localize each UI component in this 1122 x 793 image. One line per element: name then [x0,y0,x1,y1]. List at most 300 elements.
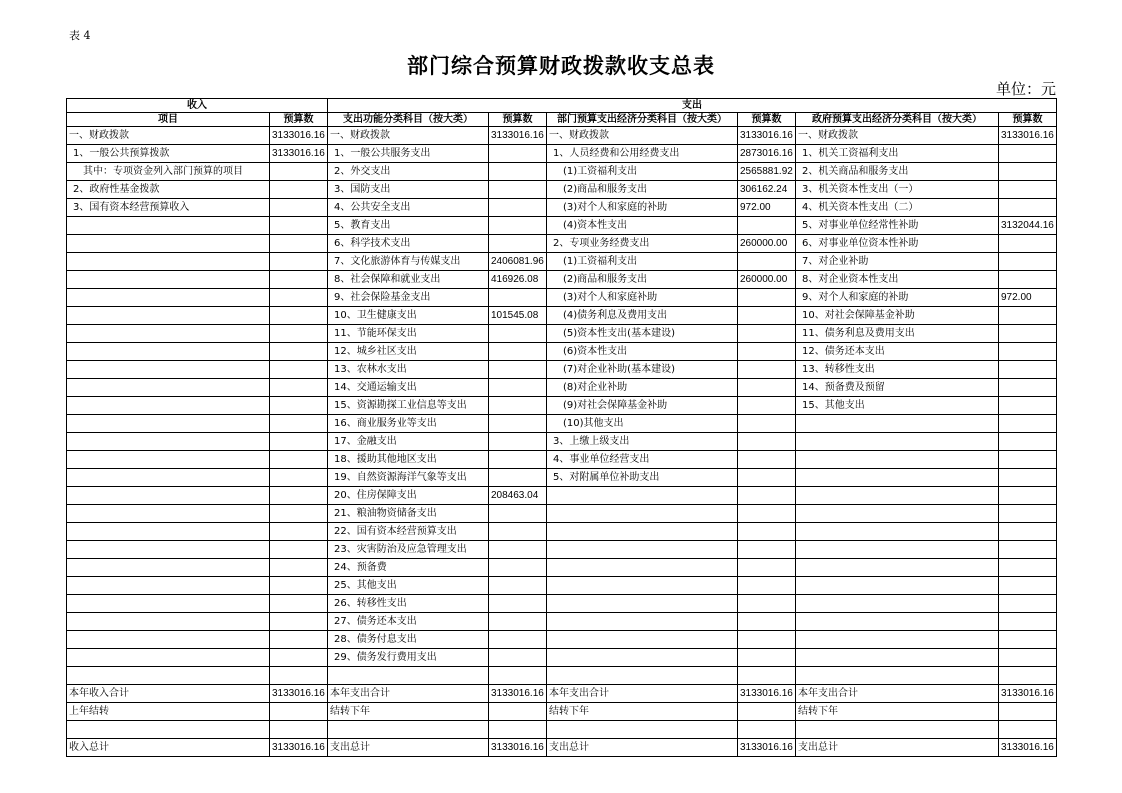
item-cell: 9、社会保险基金支出 [328,289,489,307]
amount-cell [999,595,1057,613]
item-cell: 8、社会保障和就业支出 [328,271,489,289]
amount-cell [999,199,1057,217]
table-row [67,307,1057,325]
amount-cell [489,415,547,433]
item-cell: (5)资本性支出(基本建设) [547,325,738,343]
item-cell [67,505,270,523]
amount-cell [489,199,547,217]
table-row [67,649,1057,667]
item-cell [796,505,999,523]
amount-cell [738,577,796,595]
table-row [67,559,1057,577]
item-cell [796,613,999,631]
item-cell [796,487,999,505]
amount-cell: 2565881.92 [738,163,796,181]
item-cell: 3、上缴上级支出 [547,433,738,451]
amount-cell [999,613,1057,631]
table-row [67,415,1057,433]
amount-cell: 3133016.16 [489,739,547,757]
amount-cell [999,397,1057,415]
amount-cell [270,307,328,325]
column-header: 部门预算支出经济分类科目（按大类） [547,113,738,127]
expense-group-header: 支出 [328,99,1057,113]
table-row [67,145,1057,163]
item-cell [67,253,270,271]
amount-cell [270,523,328,541]
item-cell [796,577,999,595]
table-row [67,703,1057,721]
item-cell [796,469,999,487]
amount-cell [270,397,328,415]
amount-cell [270,163,328,181]
table-row [67,667,1057,685]
column-header: 政府预算支出经济分类科目（按大类） [796,113,999,127]
item-cell: 7、文化旅游体育与传媒支出 [328,253,489,271]
item-cell [67,577,270,595]
table-row [67,505,1057,523]
amount-cell [270,595,328,613]
item-cell: (8)对企业补助 [547,379,738,397]
item-cell [67,307,270,325]
amount-cell [999,667,1057,685]
amount-cell [489,505,547,523]
amount-cell [999,469,1057,487]
amount-cell [489,613,547,631]
table-row [67,541,1057,559]
amount-cell [489,559,547,577]
amount-cell [999,361,1057,379]
item-cell [67,397,270,415]
item-cell: 其中：专项资金列入部门预算的项目 [67,163,270,181]
amount-cell: 260000.00 [738,271,796,289]
item-cell: 3、国防支出 [328,181,489,199]
item-cell: (4)资本性支出 [547,217,738,235]
amount-cell [489,721,547,739]
budget-table [66,98,1057,757]
amount-cell [999,181,1057,199]
amount-cell [999,541,1057,559]
item-cell: 本年支出合计 [547,685,738,703]
amount-cell [999,703,1057,721]
amount-cell [270,361,328,379]
item-cell: 3、机关资本性支出（一） [796,181,999,199]
item-cell: 29、债务发行费用支出 [328,649,489,667]
amount-cell: 3133016.16 [489,685,547,703]
amount-cell [270,703,328,721]
item-cell [67,343,270,361]
item-cell [67,469,270,487]
item-cell [67,379,270,397]
item-cell: 支出总计 [547,739,738,757]
item-cell: 15、资源勘探工业信息等支出 [328,397,489,415]
item-cell [796,559,999,577]
item-cell [796,595,999,613]
item-cell: (10)其他支出 [547,415,738,433]
table-row [67,433,1057,451]
item-cell: 7、对企业补助 [796,253,999,271]
column-header: 预算数 [489,113,547,127]
amount-cell: 3133016.16 [738,127,796,145]
item-cell: 23、灾害防治及应急管理支出 [328,541,489,559]
item-cell [547,613,738,631]
amount-cell [270,379,328,397]
amount-cell: 972.00 [999,289,1057,307]
table-row [67,487,1057,505]
amount-cell: 3133016.16 [999,127,1057,145]
item-cell [547,541,738,559]
amount-cell [489,523,547,541]
amount-cell [270,649,328,667]
amount-cell [489,217,547,235]
amount-cell [489,343,547,361]
table-row [67,343,1057,361]
item-cell: 14、交通运输支出 [328,379,489,397]
amount-cell [270,181,328,199]
item-cell: 结转下年 [796,703,999,721]
item-cell: 27、债务还本支出 [328,613,489,631]
amount-cell [270,253,328,271]
item-cell: 21、粮油物资储备支出 [328,505,489,523]
amount-cell [489,541,547,559]
amount-cell [270,325,328,343]
amount-cell [270,217,328,235]
item-cell: (2)商品和服务支出 [547,271,738,289]
amount-cell: 3133016.16 [738,685,796,703]
item-cell: 1、机关工资福利支出 [796,145,999,163]
table-row [67,613,1057,631]
amount-cell: 260000.00 [738,235,796,253]
item-cell: 26、转移性支出 [328,595,489,613]
amount-cell [489,379,547,397]
page-title: 部门综合预算财政拨款收支总表 [407,54,715,78]
item-cell: 16、商业服务业等支出 [328,415,489,433]
amount-cell [999,451,1057,469]
amount-cell [270,451,328,469]
item-cell: 上年结转 [67,703,270,721]
amount-cell [999,253,1057,271]
item-cell: 2、外交支出 [328,163,489,181]
amount-cell [489,469,547,487]
amount-cell: 3133016.16 [270,145,328,163]
amount-cell [999,523,1057,541]
item-cell [796,523,999,541]
item-cell: (4)债务利息及费用支出 [547,307,738,325]
amount-cell [738,253,796,271]
table-row [67,379,1057,397]
amount-cell [270,541,328,559]
item-cell [67,451,270,469]
amount-cell [999,379,1057,397]
item-cell [67,235,270,253]
amount-cell [999,649,1057,667]
amount-cell [270,613,328,631]
item-cell [67,595,270,613]
table-row [67,721,1057,739]
amount-cell [489,451,547,469]
item-cell [796,631,999,649]
amount-cell [270,487,328,505]
item-cell [67,721,270,739]
item-cell: 14、预备费及预留 [796,379,999,397]
table-row [67,271,1057,289]
amount-cell [270,577,328,595]
item-cell: (1)工资福利支出 [547,253,738,271]
item-cell: 5、对事业单位经常性补助 [796,217,999,235]
table-row [67,685,1057,703]
amount-cell: 2406081.96 [489,253,547,271]
item-cell [796,451,999,469]
item-cell: 20、住房保障支出 [328,487,489,505]
amount-cell: 3133016.16 [270,685,328,703]
amount-cell [270,631,328,649]
amount-cell [270,469,328,487]
amount-cell [738,613,796,631]
amount-cell [489,145,547,163]
item-cell: 13、农林水支出 [328,361,489,379]
table-row [67,631,1057,649]
item-cell: (1)工资福利支出 [547,163,738,181]
item-cell [547,595,738,613]
amount-cell [999,433,1057,451]
item-cell: 22、国有资本经营预算支出 [328,523,489,541]
item-cell: 1、人员经费和公用经费支出 [547,145,738,163]
item-cell [547,667,738,685]
item-cell: 24、预备费 [328,559,489,577]
amount-cell [738,667,796,685]
column-header: 预算数 [999,113,1057,127]
item-cell [796,649,999,667]
item-cell [547,631,738,649]
amount-cell: 416926.08 [489,271,547,289]
item-cell [328,667,489,685]
item-cell: (3)对个人和家庭补助 [547,289,738,307]
amount-cell [738,469,796,487]
item-cell: 结转下年 [328,703,489,721]
amount-cell [270,343,328,361]
item-cell [67,415,270,433]
group-header-row [67,99,1057,113]
amount-cell [999,325,1057,343]
item-cell [67,433,270,451]
item-cell: 5、教育支出 [328,217,489,235]
amount-cell [738,595,796,613]
item-cell: 4、事业单位经营支出 [547,451,738,469]
table-row [67,739,1057,757]
item-cell: 18、援助其他地区支出 [328,451,489,469]
amount-cell [489,649,547,667]
table-row [67,181,1057,199]
amount-cell [999,559,1057,577]
item-cell: 4、机关资本性支出（二） [796,199,999,217]
item-cell [328,721,489,739]
item-cell [547,559,738,577]
amount-cell [489,433,547,451]
amount-cell [270,559,328,577]
amount-cell [489,631,547,649]
table-row [67,595,1057,613]
item-cell [67,559,270,577]
item-cell: 15、其他支出 [796,397,999,415]
item-cell: 一、财政拨款 [547,127,738,145]
item-cell: (2)商品和服务支出 [547,181,738,199]
table-row [67,397,1057,415]
amount-cell [489,289,547,307]
amount-cell [270,433,328,451]
item-cell: 17、金融支出 [328,433,489,451]
item-cell: 一、财政拨款 [328,127,489,145]
item-cell: 本年收入合计 [67,685,270,703]
amount-cell [270,415,328,433]
table-row [67,217,1057,235]
amount-cell [999,145,1057,163]
item-cell: 4、公共安全支出 [328,199,489,217]
amount-cell [738,325,796,343]
table-row [67,289,1057,307]
table-row [67,127,1057,145]
item-cell [67,271,270,289]
item-cell: (3)对个人和家庭的补助 [547,199,738,217]
item-cell [67,487,270,505]
amount-cell [270,235,328,253]
amount-cell [999,307,1057,325]
amount-cell [489,235,547,253]
amount-cell [738,289,796,307]
amount-cell [738,505,796,523]
amount-cell [489,703,547,721]
table-row [67,523,1057,541]
item-cell: 本年支出合计 [796,685,999,703]
item-cell [547,721,738,739]
amount-cell [489,325,547,343]
table-row [67,253,1057,271]
amount-cell: 3133016.16 [270,127,328,145]
item-cell [547,505,738,523]
item-cell [67,361,270,379]
amount-cell [999,721,1057,739]
income-group-header: 收入 [67,99,328,113]
amount-cell [999,577,1057,595]
item-cell [796,433,999,451]
amount-cell: 3133016.16 [999,739,1057,757]
item-cell: (7)对企业补助(基本建设) [547,361,738,379]
amount-cell [999,505,1057,523]
amount-cell [738,343,796,361]
item-cell [796,415,999,433]
amount-cell [489,361,547,379]
column-header-row [67,113,1057,127]
item-cell [796,721,999,739]
item-cell: 25、其他支出 [328,577,489,595]
item-cell [547,523,738,541]
amount-cell: 101545.08 [489,307,547,325]
column-header: 预算数 [738,113,796,127]
amount-cell [738,361,796,379]
column-header: 支出功能分类科目（按大类） [328,113,489,127]
amount-cell: 972.00 [738,199,796,217]
amount-cell [999,271,1057,289]
amount-cell [738,451,796,469]
amount-cell [738,397,796,415]
table-row [67,325,1057,343]
amount-cell [270,667,328,685]
item-cell: 结转下年 [547,703,738,721]
item-cell: 2、机关商品和服务支出 [796,163,999,181]
amount-cell: 208463.04 [489,487,547,505]
amount-cell [738,379,796,397]
item-cell: 1、一般公共预算拨款 [67,145,270,163]
amount-cell [999,631,1057,649]
item-cell: 6、对事业单位资本性补助 [796,235,999,253]
item-cell [67,649,270,667]
item-cell: 13、转移性支出 [796,361,999,379]
amount-cell [738,649,796,667]
item-cell [547,577,738,595]
item-cell: 支出总计 [796,739,999,757]
amount-cell: 306162.24 [738,181,796,199]
item-cell [796,667,999,685]
item-cell [67,217,270,235]
item-cell: 5、对附属单位补助支出 [547,469,738,487]
amount-cell [738,307,796,325]
amount-cell [999,163,1057,181]
item-cell: 9、对个人和家庭的补助 [796,289,999,307]
item-cell [67,631,270,649]
amount-cell [270,721,328,739]
item-cell [547,649,738,667]
table-row [67,469,1057,487]
amount-cell: 2873016.16 [738,145,796,163]
item-cell [796,541,999,559]
table-number: 表 4 [69,29,91,42]
table-row [67,199,1057,217]
item-cell: 1、一般公共服务支出 [328,145,489,163]
amount-cell [738,217,796,235]
table-row [67,361,1057,379]
table-row [67,235,1057,253]
amount-cell [999,487,1057,505]
item-cell: 收入总计 [67,739,270,757]
amount-cell [999,415,1057,433]
column-header: 预算数 [270,113,328,127]
item-cell: 一、财政拨款 [67,127,270,145]
amount-cell: 3133016.16 [738,739,796,757]
amount-cell [738,433,796,451]
amount-cell: 3133016.16 [999,685,1057,703]
amount-cell [270,271,328,289]
amount-cell [738,721,796,739]
item-cell: 本年支出合计 [328,685,489,703]
table-row [67,451,1057,469]
item-cell: 11、债务利息及费用支出 [796,325,999,343]
amount-cell [738,631,796,649]
amount-cell [999,343,1057,361]
amount-cell [738,541,796,559]
amount-cell [489,595,547,613]
item-cell: (9)对社会保障基金补助 [547,397,738,415]
table-row [67,577,1057,595]
amount-cell [999,235,1057,253]
item-cell: 2、专项业务经费支出 [547,235,738,253]
item-cell [67,325,270,343]
item-cell: 19、自然资源海洋气象等支出 [328,469,489,487]
amount-cell [489,577,547,595]
item-cell: 28、债务付息支出 [328,631,489,649]
table-row [67,163,1057,181]
column-header: 项目 [67,113,270,127]
item-cell [67,289,270,307]
amount-cell [270,199,328,217]
item-cell: 一、财政拨款 [796,127,999,145]
